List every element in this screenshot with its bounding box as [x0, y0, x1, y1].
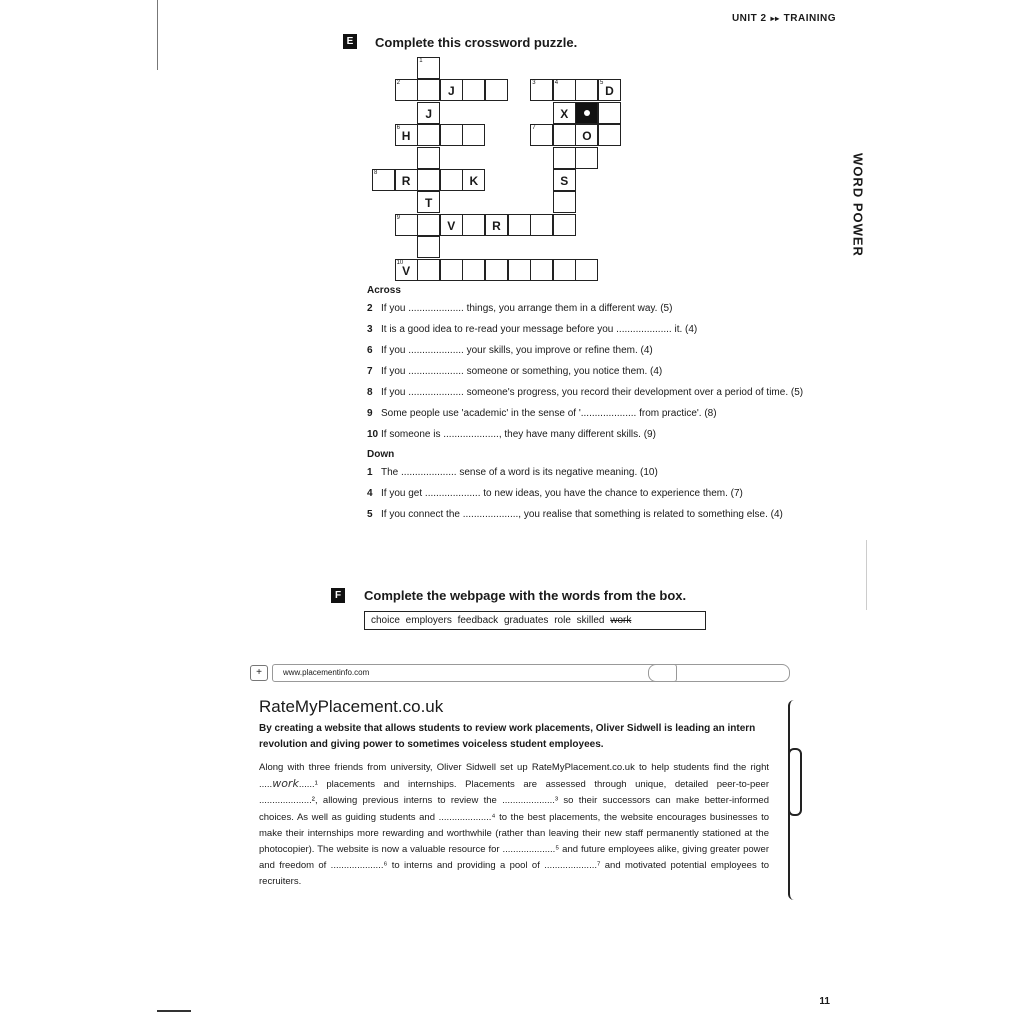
body-part-1: Along with three friends from university, Oliver Sidwell set up RateMyPlacement.co.uk to help students find the right .....: [259, 762, 769, 791]
crossword-cell[interactable]: [485, 259, 508, 281]
clue-number: 3: [532, 80, 536, 87]
crossword-cell[interactable]: [417, 57, 440, 79]
crossword-cell[interactable]: [417, 102, 440, 124]
address-bar[interactable]: www.placementinfo.com: [272, 664, 677, 682]
clue-item-number: 7: [367, 366, 373, 377]
cell-letter: S: [560, 174, 569, 188]
cell-letter: J: [447, 84, 455, 99]
clue-item: [367, 466, 827, 480]
crossword-cell[interactable]: [530, 79, 553, 101]
section-e-title: Complete this crossword puzzle.: [375, 35, 578, 50]
cell-letter: K: [469, 174, 479, 188]
cell-letter: X: [560, 106, 569, 121]
clue-number: 7: [532, 125, 536, 132]
crossword-cell[interactable]: [530, 259, 553, 281]
clue-item: [367, 487, 827, 501]
crossword-cell[interactable]: [440, 169, 463, 191]
crossword-cell[interactable]: [462, 79, 485, 101]
crossword-cell[interactable]: [553, 147, 576, 169]
crossword-cell[interactable]: [485, 214, 508, 236]
clue-item: [367, 386, 827, 400]
clue-item-number: 5: [367, 509, 373, 520]
crossword-cell[interactable]: [530, 124, 553, 146]
section-f-badge: F: [331, 588, 345, 603]
cell-letter: T: [425, 196, 433, 211]
crossword-cell[interactable]: [575, 124, 598, 146]
clue-item-number: 8: [367, 387, 373, 398]
clue-number: 6: [396, 125, 400, 132]
clue-item-number: 9: [367, 408, 373, 419]
clue-item: [367, 407, 827, 421]
crossword-cell[interactable]: [440, 124, 463, 146]
crossword-cell[interactable]: [417, 79, 440, 101]
across-heading: Across: [367, 285, 401, 296]
crossword-cell[interactable]: [462, 169, 485, 191]
crossword-cell[interactable]: [462, 259, 485, 281]
clue-item: [367, 323, 827, 337]
down-clues: [367, 466, 827, 522]
clue-item-number: 3: [367, 324, 373, 335]
crossword-cell[interactable]: [462, 124, 485, 146]
crossword-cell[interactable]: [440, 79, 463, 101]
clue-item-number: 10: [367, 429, 379, 440]
clue-number: 9: [396, 214, 400, 221]
clue-item-number: 6: [367, 345, 373, 356]
word-box-words: choice employers feedback graduates role skilled: [371, 615, 605, 626]
crossword-cell[interactable]: [575, 259, 598, 281]
crossword-cell[interactable]: [417, 169, 440, 191]
cell-letter: V: [447, 218, 456, 233]
down-heading: Down: [367, 449, 395, 460]
crossword-cell[interactable]: [553, 214, 576, 236]
section-f-title: Complete the webpage with the words from the box.: [364, 588, 687, 603]
crossword-cell[interactable]: [553, 259, 576, 281]
crossword-cell[interactable]: [598, 102, 621, 124]
double-arrow-icon: ▸▸: [770, 14, 780, 23]
page-number: 11: [819, 996, 830, 1007]
new-tab-button[interactable]: +: [250, 665, 268, 681]
side-tab: [848, 150, 868, 260]
crossword-cell[interactable]: [417, 124, 440, 146]
clue-item: [367, 344, 827, 358]
crossword-cell[interactable]: [530, 214, 553, 236]
crossword-cell[interactable]: [553, 102, 576, 124]
crossword-black-cell: [575, 102, 598, 124]
crossword-cell[interactable]: [417, 191, 440, 213]
crossword-cell[interactable]: [395, 79, 418, 101]
clue-item-number: 4: [367, 488, 373, 499]
cell-letter: R: [401, 174, 411, 188]
crossword-cell[interactable]: [395, 169, 418, 191]
crossword-cell[interactable]: [395, 124, 418, 146]
crossword-cell[interactable]: [417, 147, 440, 169]
crossword-cell[interactable]: [553, 169, 576, 191]
clue-item-text: If you .................... someone's progress, you record their development over a period of time. (5): [381, 387, 804, 398]
crossword-cell[interactable]: [395, 259, 418, 281]
unit-label: UNIT 2: [731, 13, 767, 24]
clue-item-text: If you .................... your skills, you improve or refine them. (4): [381, 345, 653, 356]
cell-letter: H: [401, 129, 411, 144]
clue-number: 10: [396, 259, 404, 266]
clue-item: [367, 302, 827, 316]
clue-item-text: The .................... sense of a word is its negative meaning. (10): [381, 467, 658, 478]
crossword-cell[interactable]: [598, 124, 621, 146]
margin-rule-bottom: [157, 1010, 191, 1012]
across-clues: [367, 302, 827, 442]
clue-item-text: It is a good idea to re-read your message before you .................... it. (4): [381, 324, 698, 335]
webpage-lead: By creating a website that allows students to review work placements, Oliver Sidwell is leading an intern revolution and giving power to sometimes voiceless student employees.: [259, 723, 756, 750]
section-e-badge: E: [343, 34, 357, 49]
body-part-2: ......¹ placements and internships. Placements are assessed through unique, detailed peer-to-peer ....................², allowing previous interns to review the ....................³ so their successors can make better-informed choices. As well as guiding students and ....................⁴ to the best placements, the website encourages businesses to make their internships more rewarding and worthwhile (rather than leaving their new staff permanently stationed at the photocopier). The website is now a valuable resource for ....................⁵ and future employees alike, giving greater power and freedom of ....................⁶ to interns and providing a pool of ....................⁷ and motivated potential employees to recruiters.: [259, 779, 769, 888]
clue-number: 1: [419, 58, 423, 64]
crossword-cell[interactable]: [485, 79, 508, 101]
clue-item-number: 1: [367, 467, 373, 478]
scrollbar-thumb[interactable]: [788, 748, 802, 816]
section-label: TRAINING: [783, 13, 836, 24]
clue-number: 8: [374, 170, 378, 176]
clue-item-text: If you .................... things, you arrange them in a different way. (5): [381, 303, 673, 314]
crossword-cell[interactable]: [553, 191, 576, 213]
clue-item-text: Some people use 'academic' in the sense of '.................... from practice'. (8): [381, 408, 717, 419]
browser-bar: [250, 663, 770, 683]
crossword-cell[interactable]: [508, 259, 531, 281]
cell-letter: V: [402, 263, 411, 278]
crossword-cell[interactable]: [417, 259, 440, 281]
clue-number: 5: [600, 80, 604, 87]
clue-item-text: If you get .................... to new ideas, you have the chance to experience them. (7): [381, 488, 743, 499]
crossword-cell[interactable]: [553, 124, 576, 146]
crossword-cell[interactable]: [440, 214, 463, 236]
clue-item-text: If you connect the ...................., you realise that something is related to something else. (4): [381, 509, 783, 520]
crossword-cell[interactable]: [575, 147, 598, 169]
crossword-cell[interactable]: [417, 236, 440, 258]
side-tab-label: WORD POWER: [850, 153, 866, 257]
cell-letter: J: [425, 106, 433, 121]
search-field[interactable]: [648, 664, 790, 682]
cell-letter: O: [582, 129, 592, 144]
crossword-cell[interactable]: [395, 214, 418, 236]
handwritten-answer: work: [272, 777, 299, 791]
crossword-cell[interactable]: [598, 79, 621, 101]
crossword-cell[interactable]: [417, 214, 440, 236]
margin-rule: [157, 0, 158, 70]
crossword-cell[interactable]: [575, 79, 598, 101]
cell-letter: D: [605, 84, 614, 99]
clue-item: [367, 428, 827, 442]
clue-item-number: 2: [367, 303, 373, 314]
crossword-cell[interactable]: [440, 259, 463, 281]
clue-number: 4: [554, 80, 559, 87]
crossword-cell[interactable]: [372, 169, 395, 191]
crossword-cell[interactable]: [553, 79, 576, 101]
word-box: [364, 611, 706, 630]
cell-letter: R: [492, 218, 501, 233]
running-header: [732, 13, 836, 24]
clue-item-text: If you .................... someone or something, you notice them. (4): [381, 366, 663, 377]
webpage-title: RateMyPlacement.co.uk: [259, 697, 444, 716]
clue-item-text: If someone is ...................., they have many different skills. (9): [381, 429, 656, 440]
word-box-struck-word: work: [610, 615, 632, 626]
clue-list: [367, 285, 827, 529]
clue-item: [367, 508, 827, 522]
webpage-body: [259, 760, 769, 891]
crossword-cell[interactable]: [508, 214, 531, 236]
crossword-cell[interactable]: [462, 214, 485, 236]
page-rule: [866, 540, 867, 610]
clue-item: [367, 365, 827, 379]
clue-number: 2: [396, 80, 400, 87]
